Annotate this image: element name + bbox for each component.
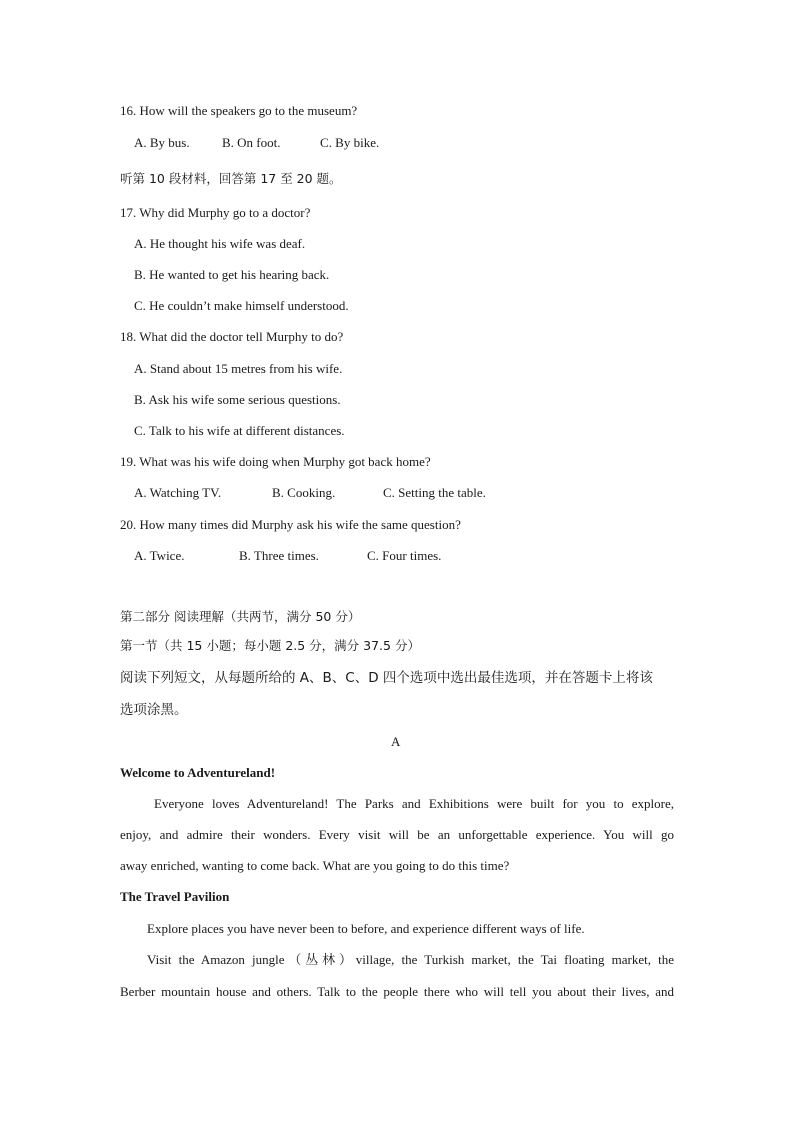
- question-17: 17. Why did Murphy go to a doctor?: [120, 205, 311, 220]
- passage-paragraph-1-line-2: enjoy, and admire their wonders. Every visit will be an unforgettable experience. You will go: [120, 827, 674, 842]
- question-17-option-a: A. He thought his wife was deaf.: [134, 236, 306, 251]
- option-a: A. Watching TV.: [134, 485, 222, 500]
- passage-paragraph-3-line-1: Visit the Amazon jungle（丛林）village, the Turkish market, the Tai floating market, the: [147, 952, 674, 967]
- reading-instruction-line-2: 选项涂黑。: [120, 702, 188, 718]
- option-b: B. Cooking.: [272, 485, 336, 500]
- passage-subtitle: The Travel Pavilion: [120, 889, 230, 904]
- question-16: 16. How will the speakers go to the museum?: [120, 103, 358, 118]
- option-c: C. Four times.: [367, 548, 442, 563]
- option-b: B. Three times.: [239, 548, 319, 563]
- passage-title: Welcome to Adventureland!: [120, 765, 276, 780]
- option-a: A. Twice.: [134, 548, 185, 563]
- question-20: 20. How many times did Murphy ask his wife the same question?: [120, 517, 461, 532]
- option-a: A. By bus.: [134, 135, 190, 150]
- passage-paragraph-1-line-3: away enriched, wanting to come back. What are you going to do this time?: [120, 858, 510, 873]
- option-c: C. By bike.: [320, 135, 380, 150]
- section-heading: 第一节（共 15 小题；每小题 2.5 分，满分 37.5 分）: [120, 638, 420, 653]
- passage-paragraph-1-line-1: Everyone loves Adventureland! The Parks and Exhibitions were built for you to explore,: [154, 796, 674, 811]
- question-17-option-c: C. He couldn’t make himself understood.: [134, 298, 349, 313]
- passage-paragraph-2: Explore places you have never been to before, and experience different ways of life.: [147, 921, 585, 936]
- passage-paragraph-3-line-2: Berber mountain house and others. Talk to the people there who will tell you about their lives, and: [120, 984, 674, 999]
- part-heading: 第二部分 阅读理解（共两节，满分 50 分）: [120, 609, 361, 624]
- question-18-option-b: B. Ask his wife some serious questions.: [134, 392, 341, 407]
- section-instruction: 听第 10 段材料，回答第 17 至 20 题。: [120, 171, 342, 186]
- reading-instruction-line-1: 阅读下列短文，从每题所给的 A、B、C、D 四个选项中选出最佳选项，并在答题卡上将该: [120, 670, 653, 686]
- question-18-option-a: A. Stand about 15 metres from his wife.: [134, 361, 343, 376]
- passage-letter: A: [391, 734, 401, 749]
- option-c: C. Setting the table.: [383, 485, 486, 500]
- question-17-option-b: B. He wanted to get his hearing back.: [134, 267, 330, 282]
- question-18-option-c: C. Talk to his wife at different distances.: [134, 423, 345, 438]
- question-19: 19. What was his wife doing when Murphy got back home?: [120, 454, 431, 469]
- question-18: 18. What did the doctor tell Murphy to do?: [120, 329, 344, 344]
- option-b: B. On foot.: [222, 135, 281, 150]
